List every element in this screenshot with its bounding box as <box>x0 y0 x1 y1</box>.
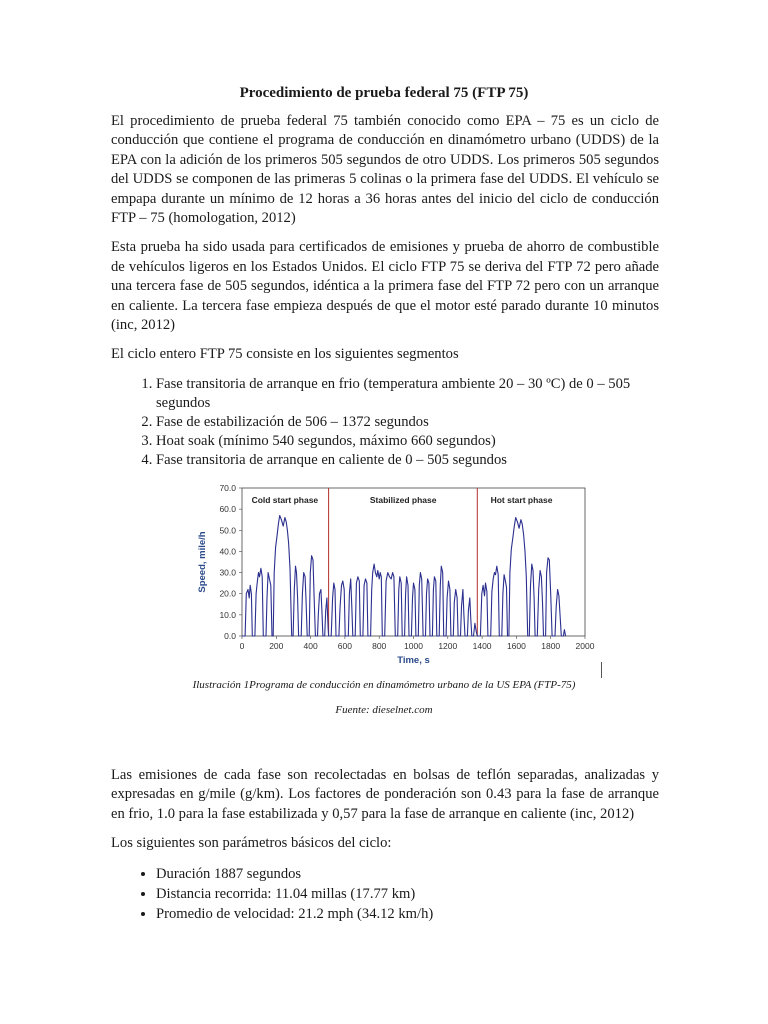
phase-label: Stabilized phase <box>369 495 437 505</box>
paragraph-segments-intro: El ciclo entero FTP 75 consiste en los siguientes segmentos <box>111 346 459 363</box>
x-axis-label: Time, s <box>397 655 430 666</box>
x-tick-label: 1600 <box>506 641 526 651</box>
list-item: • Duración 1887 segundos <box>156 864 659 884</box>
y-axis-label: Speed, mile/h <box>197 531 208 593</box>
parameters-list <box>111 864 659 924</box>
list-item: • Distancia recorrida: 11.04 millas (17.77 km) <box>156 884 659 904</box>
y-tick-label: 50.0 <box>219 525 236 536</box>
x-tick-label: 0 <box>239 641 245 651</box>
list-item: • Promedio de velocidad: 21.2 mph (34.12 km/h) <box>156 904 659 924</box>
x-tick-label: 1400 <box>472 641 492 651</box>
intro-section <box>111 112 659 470</box>
phase-label: Cold start phase <box>251 495 319 505</box>
paragraph-usage: Esta prueba ha sido usada para certificados de emisiones y prueba de ahorro de combustible de vehículos ligeros en los Estados Unidos. El ciclo FTP 75 se deriva del FTP 72 pero añade una tercera fase de 505 segundos, idéntica a la primera fase del FTP 72 pero con un arranque en caliente. La tercera fase empieza después de que el motor esté parado durante 10 minutos (inc, 2012) <box>111 239 659 334</box>
y-tick-label: 20.0 <box>219 588 236 599</box>
y-tick-label: 60.0 <box>219 504 236 515</box>
x-tick-label: 400 <box>303 641 318 651</box>
y-tick-label: 0.0 <box>224 631 236 641</box>
ftp75-speed-chart <box>186 478 598 670</box>
paragraph-emissions: Las emisiones de cada fase son recolectadas en bolsas de teflón separadas, analizadas y expresadas en g/mile (g/km). Los factores de ponderación son 0.43 para la fase de arranque en frio, 1.0 para la fase estabilizada y 0,57 para la fase de arranque en caliente (inc, 2012) <box>111 767 659 822</box>
y-tick-label: 70.0 <box>219 483 236 493</box>
y-tick-label: 10.0 <box>219 609 236 620</box>
x-tick-label: 2000 <box>575 641 595 651</box>
paragraph-intro: El procedimiento de prueba federal 75 también conocido como EPA – 75 es un ciclo de conducción que contiene el programa de conducción en dinamómetro urbano (UDDS) de la EPA con la adición de los primeros 505 segundos de otro UDDS. Los primeros 505 segundos del UDDS se componen de las primeras 5 colinas o la primera fase del UDDS. El vehículo se empapa durante un mínimo de 12 horas a 36 horas antes del inicio del ciclo de conducción FTP – 75 (homologation, 2012) <box>111 113 659 227</box>
paragraph-parameters-intro: Los siguientes son parámetros básicos del ciclo: <box>111 835 392 852</box>
x-tick-label: 1800 <box>541 641 561 651</box>
text-cursor-mark <box>601 662 602 678</box>
segments-list <box>111 375 659 470</box>
y-tick-label: 40.0 <box>219 546 236 557</box>
list-item: 2. Fase de estabilización de 506 – 1372 segundos <box>156 413 659 432</box>
figure-source: Fuente: dieselnet.com <box>335 704 433 716</box>
x-tick-label: 200 <box>269 641 284 651</box>
emissions-section <box>111 766 659 924</box>
y-tick-label: 30.0 <box>219 567 236 578</box>
list-item: 1. Fase transitoria de arranque en frio (temperatura ambiente 20 – 30 ºC) de 0 – 505 segundos <box>156 375 659 413</box>
x-tick-label: 600 <box>337 641 352 651</box>
figure <box>0 478 768 716</box>
x-tick-label: 1200 <box>438 641 458 651</box>
list-item: 4. Fase transitoria de arranque en caliente de 0 – 505 segundos <box>156 451 659 470</box>
page-title: Procedimiento de prueba federal 75 (FTP 75) <box>239 85 529 101</box>
figure-caption: Ilustración 1Programa de conducción en dinamómetro urbano de la US EPA (FTP-75) <box>192 679 576 691</box>
x-tick-label: 800 <box>372 641 387 651</box>
phase-label: Hot start phase <box>490 495 553 505</box>
x-tick-label: 1000 <box>404 641 423 651</box>
speed-series-line <box>242 516 566 637</box>
list-item: 3. Hoat soak (mínimo 540 segundos, máximo 660 segundos) <box>156 432 659 451</box>
